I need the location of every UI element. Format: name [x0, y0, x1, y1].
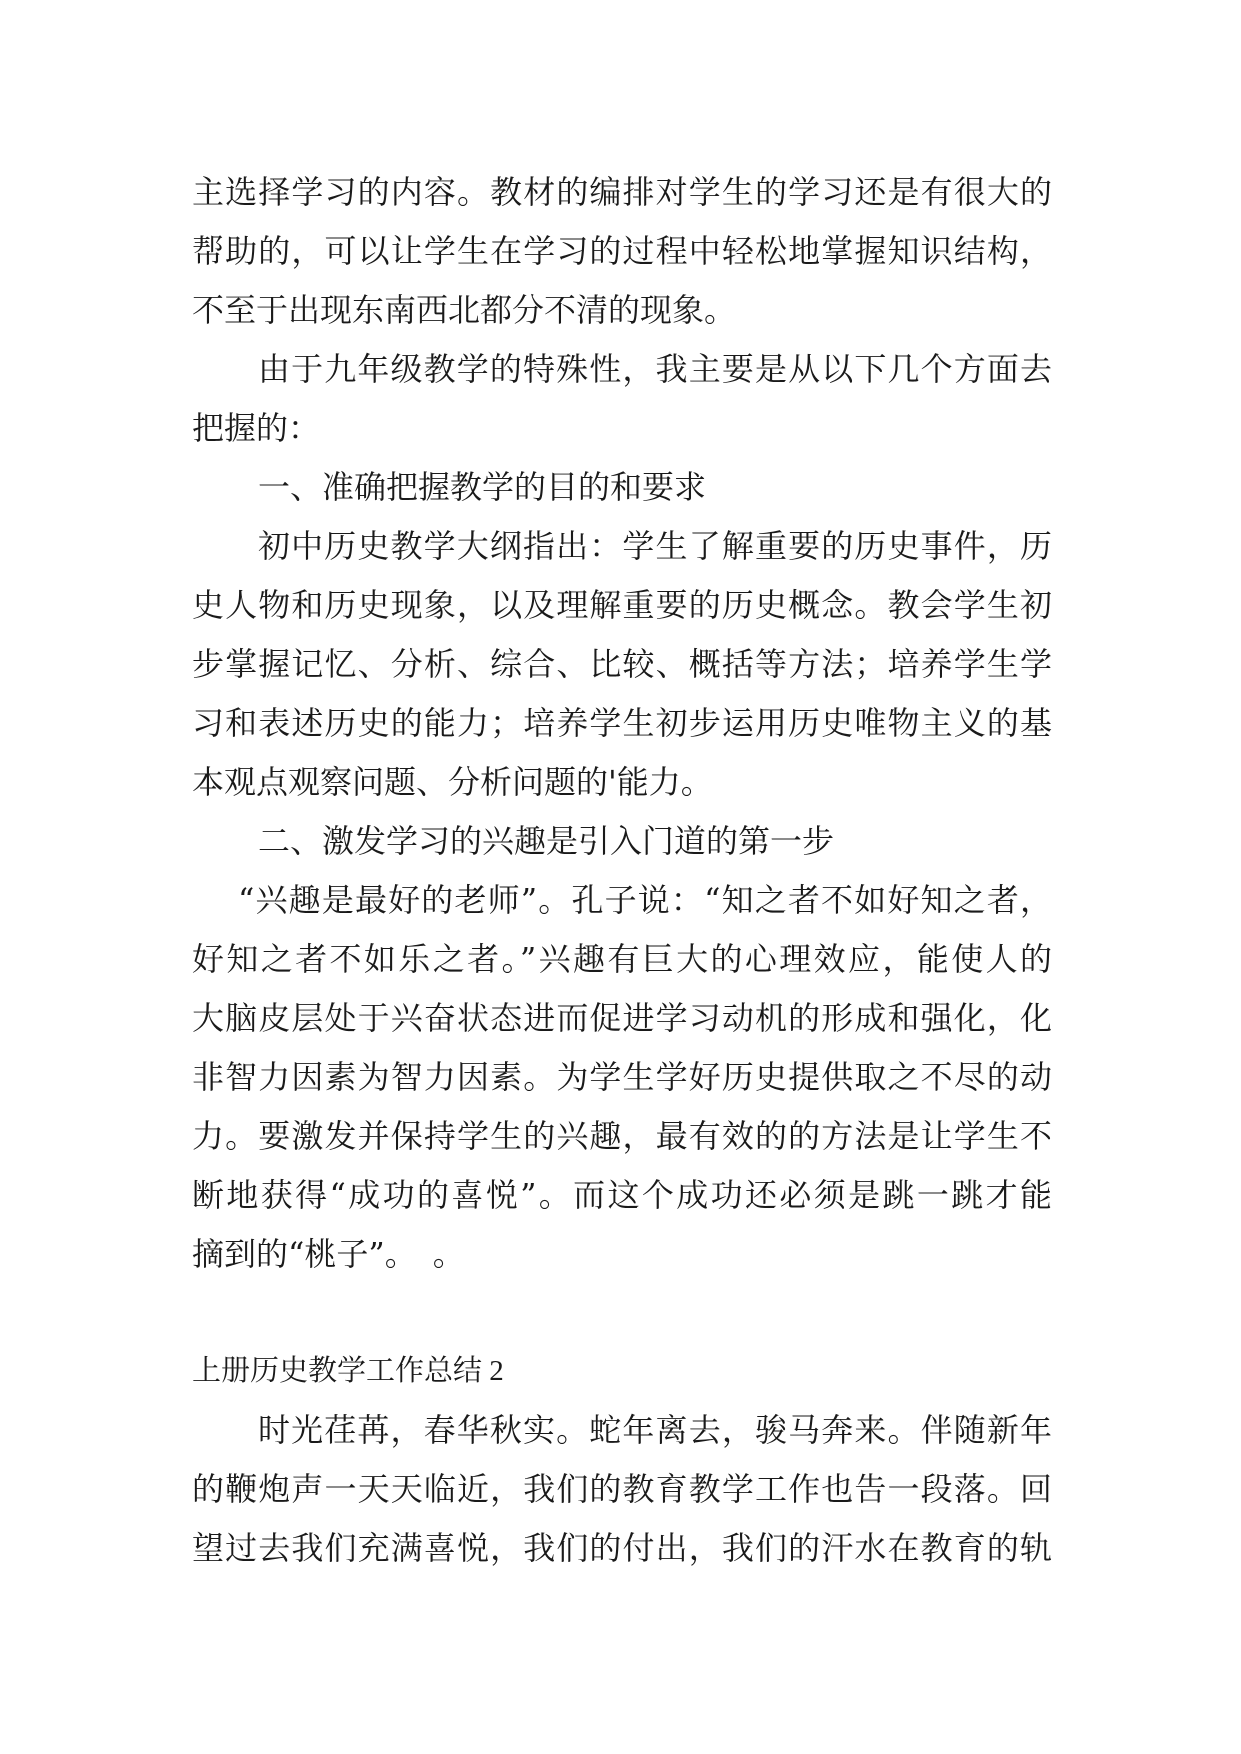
document-body [192, 163, 1052, 1578]
paragraph [192, 163, 1052, 340]
text-line: 力。要激发并保持学生的兴趣，最有效的的方法是让学生不 [192, 1117, 1052, 1155]
text-line: 由于九年级教学的特殊性，我主要是从以下几个方面去 [258, 350, 1052, 388]
section-spacer [192, 1284, 1052, 1342]
section-title: 上册历史教学工作总结 2 [192, 1355, 504, 1387]
text-line: 望过去我们充满喜悦，我们的付出，我们的汗水在教育的轨 [192, 1529, 1052, 1567]
text-line: 时光荏苒，春华秋实。蛇年离去，骏马奔来。伴随新年 [258, 1411, 1052, 1449]
section-heading: 一、准确把握教学的目的和要求 [258, 468, 707, 506]
text-line: 不至于出现东南西北都分不清的现象。 [192, 291, 737, 329]
text-line: 的鞭炮声一天天临近，我们的教育教学工作也告一段落。回 [192, 1470, 1052, 1508]
text-line: 断地获得“成功的喜悦”。而这个成功还必须是跳一跳才能 [192, 1176, 1052, 1214]
paragraph [192, 1401, 1052, 1578]
text-line: 初中历史教学大纲指出：学生了解重要的历史事件，历 [258, 527, 1052, 565]
text-line: 摘到的“桃子”。 。 [192, 1235, 465, 1273]
section-heading: 二、激发学习的兴趣是引入门道的第一步 [258, 822, 835, 860]
paragraph [192, 340, 1052, 458]
paragraph [192, 871, 1052, 1284]
text-line: 大脑皮层处于兴奋状态进而促进学习动机的形成和强化，化 [192, 999, 1052, 1037]
text-line: 史人物和历史现象，以及理解重要的历史概念。教会学生初 [192, 586, 1052, 624]
text-line: 好知之者不如乐之者。”兴趣有巨大的心理效应，能使人的 [192, 940, 1052, 978]
text-line: 非智力因素为智力因素。为学生学好历史提供取之不尽的动 [192, 1058, 1052, 1096]
text-line: 把握的： [192, 409, 321, 447]
text-line: 习和表述历史的能力；培养学生初步运用历史唯物主义的基 [192, 704, 1052, 742]
text-line: “兴趣是最好的老师”。孔子说：“知之者不如好知之者， [238, 881, 1052, 919]
paragraph [192, 517, 1052, 812]
text-line: 步掌握记忆、分析、综合、比较、概括等方法；培养学生学 [192, 645, 1052, 683]
text-line: 本观点观察问题、分析问题的'能力。 [192, 763, 713, 801]
text-line: 主选择学习的内容。教材的编排对学生的学习还是有很大的 [192, 173, 1052, 211]
text-line: 帮助的，可以让学生在学习的过程中轻松地掌握知识结构， [192, 232, 1052, 270]
